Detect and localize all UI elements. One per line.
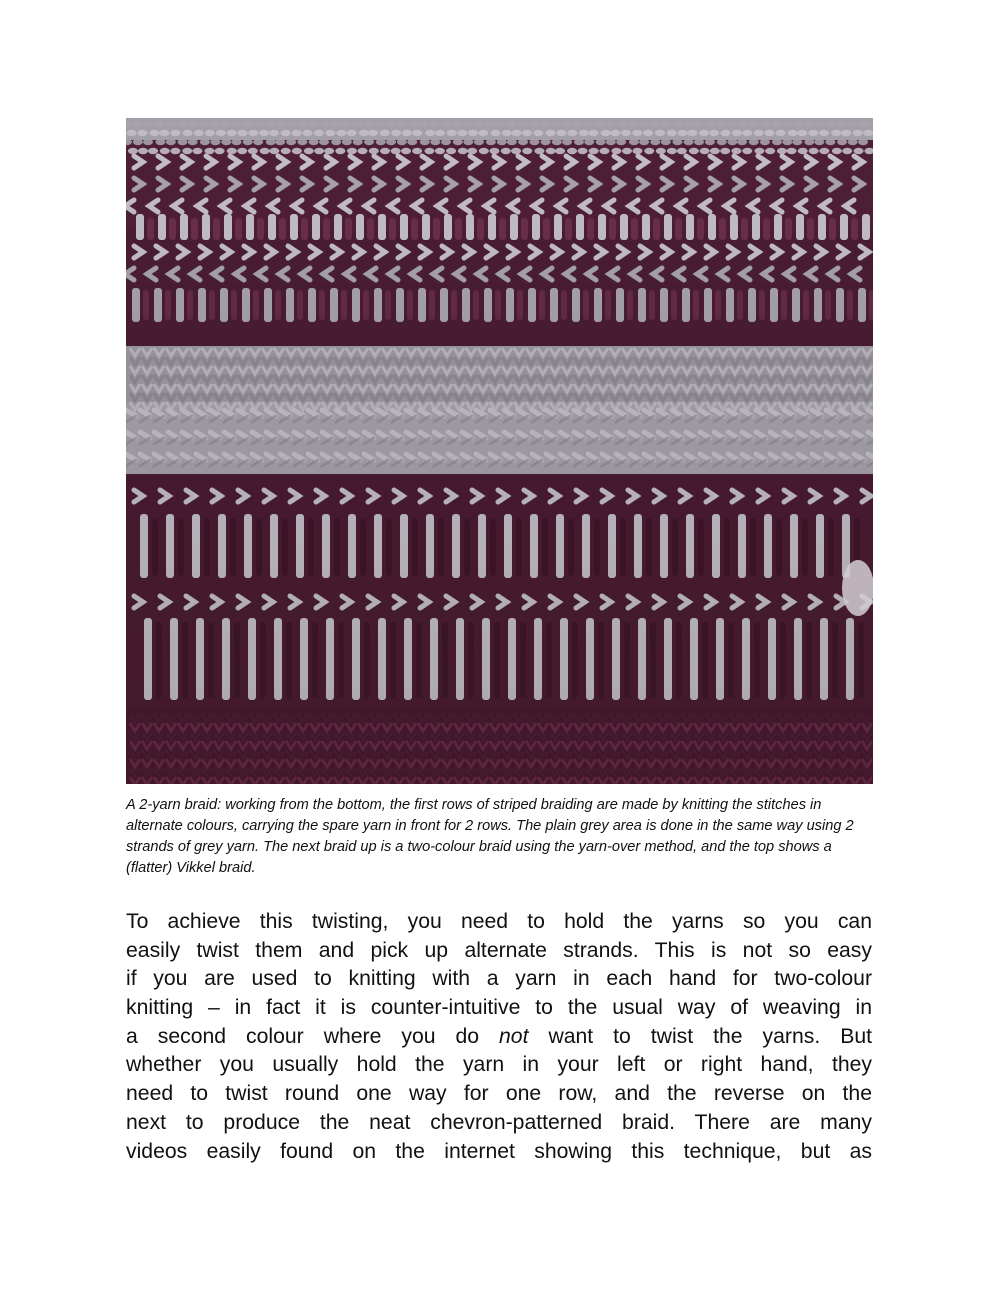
body-line: knitting – in fact it is counter-intuitive to the usual way of weaving in [126,996,872,1020]
emphasis-not: not [499,1024,529,1048]
body-paragraph [126,908,872,1166]
knitting-braid-photo [126,118,873,784]
body-line-emphasis [126,1023,872,1052]
body-line: if you are used to knitting with a yarn in each hand for two-colour [126,967,872,991]
body-line: easily twist them and pick up alternate strands. This is not so easy [126,938,872,962]
photo-caption: A 2-yarn braid: working from the bottom, the first rows of striped braiding are made by knitting the stitches in alternate colours, carrying the spare yarn in front for 2 rows. The plain grey area is done in the same way using 2 strands of grey yarn. The next braid up is a two-colour braid using the yarn-over method, and the top shows a (flatter) Vikkel braid. [126,797,854,876]
body-line-part: want to twist the yarns. But [528,1024,872,1048]
knitting-illustration [126,118,873,784]
body-line: whether you usually hold the yarn in your left or right hand, they [126,1053,872,1077]
body-line: videos easily found on the internet showing this technique, but as [126,1139,872,1163]
body-line: To achieve this twisting, you need to hold the yarns so you can [126,910,872,933]
body-line: need to twist round one way for one row, and the reverse on the [126,1082,872,1106]
body-line: next to produce the neat chevron-patterned braid. There are many [126,1110,872,1134]
body-line-part: a second colour where you do [126,1024,500,1048]
